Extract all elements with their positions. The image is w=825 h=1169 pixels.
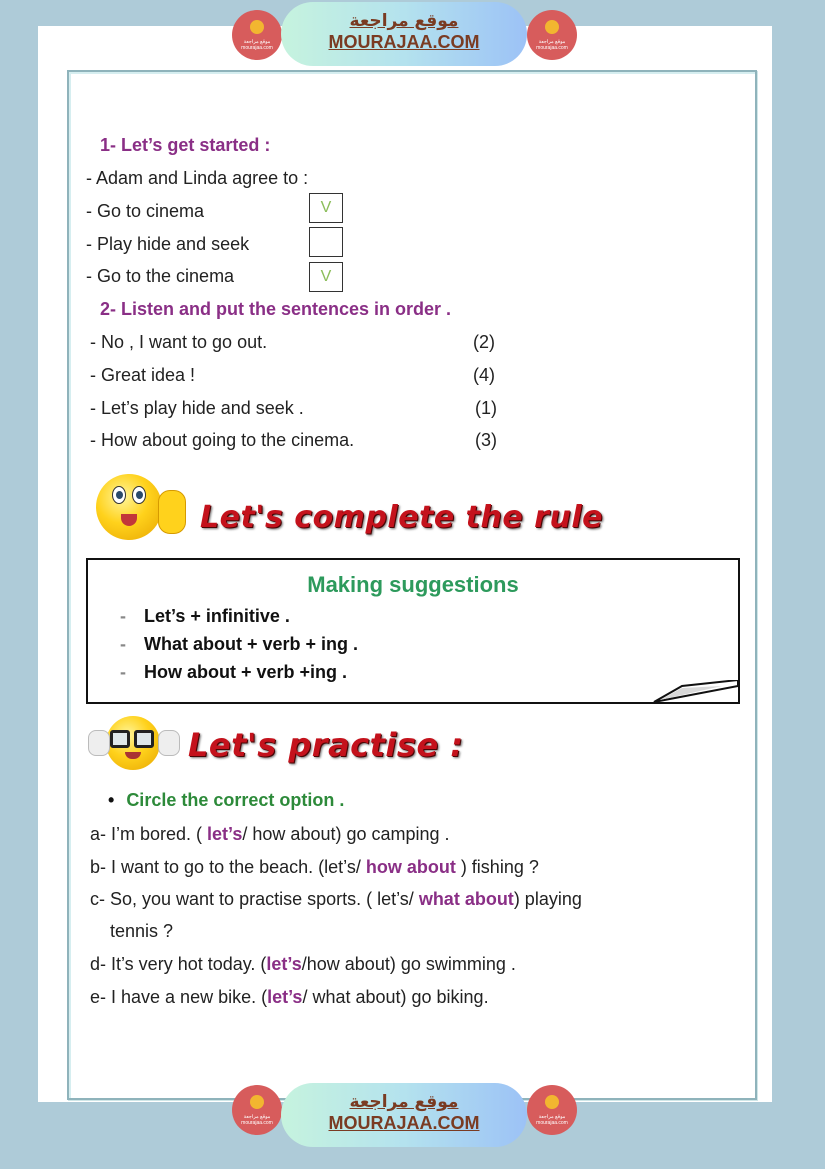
site-link[interactable] [281, 1083, 527, 1147]
dash: - [120, 662, 126, 682]
rule-box [86, 558, 740, 704]
top-banner [0, 0, 825, 70]
practise-instruction [108, 790, 344, 811]
logo-icon [545, 20, 559, 34]
rule-box-title: Making suggestions [307, 572, 519, 597]
rule-text: What about + verb + ing . [144, 634, 359, 654]
option-label: - Go to the cinema [86, 266, 235, 286]
question-text: d- It’s very hot today. ( [90, 954, 267, 974]
section1-prompt: - Adam and Linda agree to : [86, 168, 309, 188]
section2-title: 2- Listen and put the sentences in order . [100, 299, 452, 319]
circled-answer[interactable]: how about [365, 857, 456, 877]
question-text: / what about) go biking. [302, 987, 489, 1007]
badge-caption: موقع مراجعة mourajaa.com [536, 1114, 568, 1126]
mourajaa-logo-badge [232, 10, 282, 60]
question-c-continued: tennis ? [90, 921, 174, 941]
thumbs-up-hand-icon [158, 730, 180, 756]
practise-heading: Let's practise : [188, 726, 464, 764]
order-sentence: - Let’s play hide and seek . [90, 398, 304, 418]
mourajaa-logo-badge [527, 10, 577, 60]
question-text: ) playing [513, 889, 582, 909]
question-c [90, 889, 582, 910]
order-sentence: - How about going to the cinema. [90, 430, 355, 450]
checkbox-go-to-the-cinema[interactable]: V [309, 262, 343, 292]
thumbs-up-hand-icon [88, 730, 110, 756]
circled-answer[interactable]: let’s [267, 987, 303, 1007]
site-arabic-name: موقع مراجعة [349, 1092, 459, 1112]
question-a [90, 824, 450, 845]
thumbs-up-hand-icon [158, 490, 186, 534]
page-curl-icon [652, 680, 738, 704]
glasses-icon [110, 730, 130, 748]
option-label: - Go to cinema [86, 201, 205, 221]
eye-icon [112, 486, 126, 504]
rule-item [120, 662, 347, 683]
site-url: MOURAJAA.COM [328, 1113, 480, 1133]
logo-icon [250, 20, 264, 34]
question-d [90, 954, 516, 975]
circled-answer[interactable]: let’s [207, 824, 243, 844]
circled-answer[interactable]: let’s [266, 954, 302, 974]
question-b [90, 857, 539, 878]
dash: - [120, 606, 126, 626]
question-e [90, 987, 489, 1008]
thumbs-up-smiley-icon [96, 474, 162, 540]
order-number: (4) [473, 365, 495, 385]
question-text: a- I’m bored. ( [90, 824, 208, 844]
order-sentence: - No , I want to go out. [90, 332, 268, 352]
logo-icon [250, 1095, 264, 1109]
site-link[interactable] [281, 2, 527, 66]
rule-item [120, 606, 290, 627]
option-label: - Play hide and seek [86, 234, 250, 254]
order-number: (3) [475, 430, 497, 450]
mouth-icon [121, 514, 137, 526]
eye-icon [132, 486, 146, 504]
badge-caption: موقع مراجعة mourajaa.com [241, 39, 273, 51]
dash: - [120, 634, 126, 654]
mourajaa-logo-badge [232, 1085, 282, 1135]
order-number: (2) [473, 332, 495, 352]
rule-heading: Let's complete the rule [200, 500, 603, 535]
question-text: c- So, you want to practise sports. ( let’s/ [90, 889, 419, 909]
question-text: e- I have a new bike. ( [90, 987, 268, 1007]
bottom-banner [0, 1083, 825, 1153]
circled-answer[interactable]: what about [418, 889, 514, 909]
site-arabic-name: موقع مراجعة [349, 11, 459, 31]
instruction-text: Circle the correct option . [126, 790, 345, 810]
nerd-smiley-icon [106, 716, 160, 770]
site-url: MOURAJAA.COM [328, 32, 480, 52]
order-number: (1) [475, 398, 497, 418]
mouth-icon [125, 752, 141, 759]
question-text: ) fishing ? [455, 857, 539, 877]
logo-icon [545, 1095, 559, 1109]
question-text: /how about) go swimming . [301, 954, 516, 974]
rule-text: Let’s + infinitive . [144, 606, 290, 626]
question-text: b- I want to go to the beach. (let’s/ [90, 857, 366, 877]
bullet: • [108, 790, 115, 810]
mourajaa-logo-badge [527, 1085, 577, 1135]
question-text: / how about) go camping . [242, 824, 450, 844]
rule-text: How about + verb +ing . [144, 662, 348, 682]
rule-item [120, 634, 358, 655]
section1-title: 1- Let’s get started : [100, 135, 271, 155]
checkbox-go-to-cinema[interactable]: V [309, 193, 343, 223]
checkbox-play-hide-and-seek[interactable] [309, 227, 343, 257]
order-sentence: - Great idea ! [90, 365, 196, 385]
glasses-icon [134, 730, 154, 748]
badge-caption: موقع مراجعة mourajaa.com [241, 1114, 273, 1126]
badge-caption: موقع مراجعة mourajaa.com [536, 39, 568, 51]
